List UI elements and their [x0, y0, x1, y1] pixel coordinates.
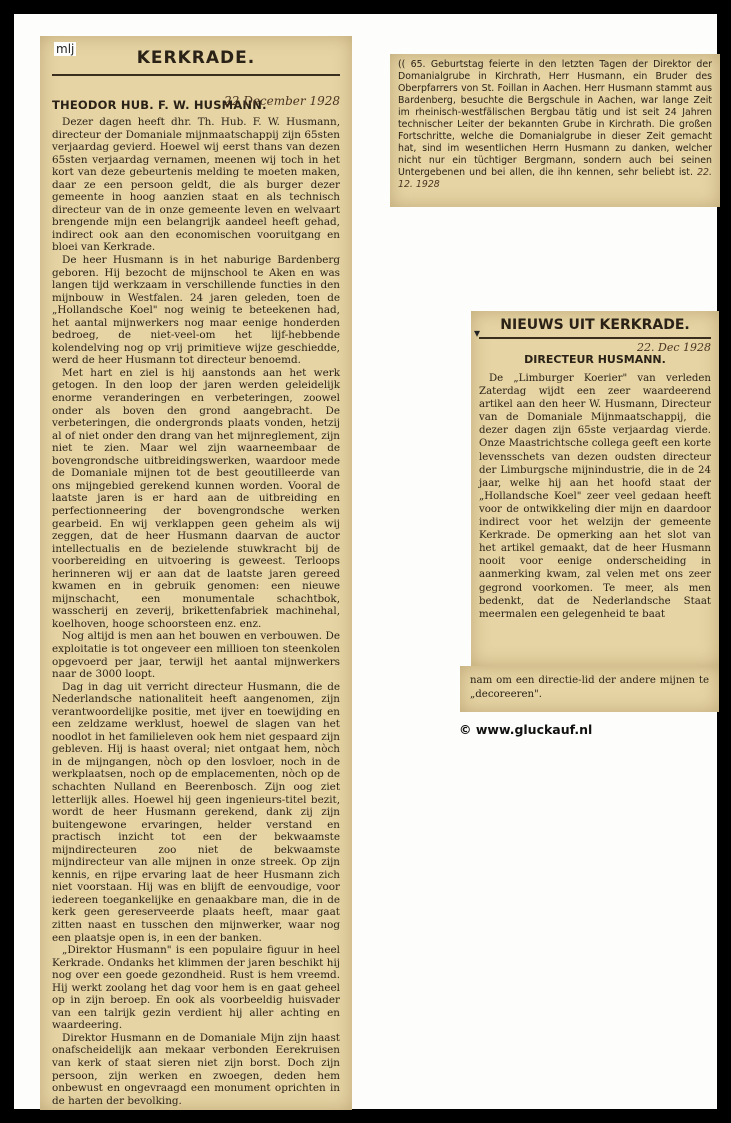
clipping-continuation — [460, 666, 719, 712]
handwritten-date: 22. Dec 1928 — [637, 341, 711, 354]
article-paragraph: Dezer dagen heeft dhr. Th. Hub. F. W. Husmann, directeur der Domaniale mijnmaatschappij zijn 65sten verjaardag gevierd. Hoewel wij eerst thans van dezen 65sten verjaardag vernamen, meenen wij toch in het kort van deze gebeurtenis melding te moeten maken, daar ze een persoon geldt, die als burger dezer gemeente in hoog aanzien staat en als technisch directeur van de in onze gemeente leven en welvaart brengende mijn een belangrijk aandeel heeft gehad, indirect ook aan den economischen vooruitgang en bloei van Kerkrade. — [52, 116, 340, 254]
article-paragraph: Direktor Husmann en de Domaniale Mijn zijn haast onafscheidelijk aan mekaar verbonden Eerekruisen van kerk of staat sieren niet zijn borst. Doch zijn persoon, zijn werken en zwoegen, deden hem onbewust en ongevraagd een monument oprichten in de harten der bevolking. — [52, 1031, 340, 1107]
clipping-masthead: KERKRADE. — [136, 48, 256, 68]
article-subheadline: DIRECTEUR HUSMANN. — [524, 353, 666, 366]
masthead-rule — [479, 337, 711, 339]
clipping-kerkrade-article — [40, 36, 352, 1110]
clipping-masthead: NIEUWS UIT KERKRADE. — [500, 317, 690, 333]
article-paragraph: De heer Husmann is in het naburige Bardenberg geboren. Hij bezocht de mijnschool te Aken en was langen tijd werkzaam in verschillende functies in den mijnbouw in Westfalen. 24 jaren geleden, toen de „Hollandsche Koel" nog weinig te beteekenen had, het aantal mijnwerkers nog maar eenige honderden bedroeg, de niet-veel-om het lijf-hebbende kolendelving nog op vrij primitieve wijze geschiedde, werd de heer Husmann tot directeur benoemd. — [52, 254, 340, 367]
german-notice-body — [398, 59, 712, 191]
article-paragraph: Nog altijd is men aan het bouwen en verbouwen. De exploitatie is tot ongeveer een millioen ton steenkolen opgevoerd per jaar, terwijl het aantal mijnwerkers naar de 3000 loopt. — [52, 630, 340, 681]
pin-icon: ▾ — [474, 326, 481, 340]
clipping-german-notice — [390, 54, 720, 207]
article-headline: THEODOR HUB. F. W. HUSMANN. — [52, 98, 267, 112]
article-paragraph: „Direktor Husmann" is een populaire figuur in heel Kerkrade. Ondanks het klimmen der jaren beschikt hij nog over een goede gezondheid. Rust is hem vreemd. Hij werkt zoolang het dag voor hem is en gaat geheel op in zijn beroep. En ook als voorbeeldig huisvader van een talrijk gezin verdient hij aller achting en waardeering. — [52, 944, 340, 1032]
article-body — [52, 116, 340, 1107]
article-paragraph: Dag in dag uit verricht directeur Husmann, die de Nederlandsche nationaliteit heeft aangenomen, zijn verantwoordelijke positie, met ijver en toewijding en een zeldzame werklust, hoewel de slagen van het noodlot in het familieleven ook hem niet gespaard zijn gebleven. Hij is haast overal; niet ontgaat hem, nòch in de mijngangen, nòch op den losvloer, noch in de werkplaatsen, noch op de emplacementen, nòch op de schachten Nulland en Beerenbosch. Zijn oog ziet letterlijk alles. Hoewel hij geen ingenieurs-titel bezit, wordt de heer Husmann gerekend, dank zij zijn buitengewone ervaringen, helder verstand en practisch inzicht tot een der bekwaamste mijndirecteuren zoo niet de bekwaamste mijndirecteur van alle mijnen in onze streek. Op zijn kennis, en rijpe ervaring laat de heer Husmann zich niet voorstaan. Hij was en blijft de eenvoudige, voor iedereen toegankelijke en genaakbare man, die in de kerk geen gereserveerde plaats heeft, maar gaat zitten naast en tusschen den mijnwerker, waar nog een plaatsje open is, in een der banken. — [52, 680, 340, 944]
article-paragraph: Met hart en ziel is hij aanstonds aan het werk getogen. In den loop der jaren werden geleidelijk enorme veranderingen en verbeteringen, zoowel onder als boven den grond aangebracht. De verbeteringen, die ondergronds plaats vonden, hetzij al of niet onder den drang van het mijnreglement, zijn niet te zien. Maar wel zijn waarneembaar de bovengrondsche uitbreidingswerken, waardoor mede de Domaniale mijnen tot de best geoutilleerde van ons mijngebied gerekend kunnen worden. Vooral de laatste jaren is er hard aan de uitbreiding en perfectionneering der bovengrondsche werken gearbeid. En wij verklappen geen geheim als wij zeggen, dat de heer Husmann daarvan de auctor intellectualis en de bezielende stuwkracht bij de voorbereiding en uitvoering is geweest. Terloops herinneren wij er aan dat de laatste jaren gereed kwamen en in gebruik genomen: een nieuwe mijnschacht, een monumentale schachtbok, wasscherij en zeverij, brikettenfabriek machinehal, koelhoven, hooge schoorsteen enz. enz. — [52, 366, 340, 630]
handwritten-date: 22 December 1928 — [224, 94, 340, 108]
german-notice-text: (( 65. Geburtstag feierte in den letzten Tagen der Direktor der Domanialgrube in Kirchrath, Herr Husmann, ein Bruder des Oberpfarrers von St. Foillan in Aachen. Herr Husmann stammt aus Bardenberg, besuchte die Bergschule in Aachen, war lange Zeit im rheinisch-westfälischen Bergbau tätig und ist seit 24 Jahren technischer Leiter der bekannten Grube in Kirchrath. Die großen Fortschritte, welche die Domanialgrube in dieser Zeit gemacht hat, sind im wesentlichen Herrn Husmann zu danken, welcher nicht nur ein tüchtiger Bergmann, sondern auch bei seinen Untergebenen und bei allen, die ihn kennen, sehr beliebt ist. — [398, 59, 712, 178]
article-paragraph: De „Limburger Koerier" van verleden Zaterdag wijdt een zeer waardeerend artikel aan den heer W. Husmann, Directeur van de Domaniale Mijnmaatschappij, die dezer dagen zijn 65ste verjaardag vierde. Onze Maastrichtsche collega geeft een korte levensschets van dezen oudsten directeur der Limburgsche mijnindustrie, die in de 24 jaar, welke hij aan het hoofd staat der „Hollandsche Koel" zeer veel gedaan heeft voor de ontwikkeling dier mijn en daardoor indirect voor het welzijn der gemeente Kerkrade. De opmerking aan het slot van het artikel gemaakt, dat de heer Husmann nooit voor eenige onderscheiding in aanmerking kwam, zal velen met ons zeer gegrond voorkomen. Te meer, als men bedenkt, dat de Nederlandsche Staat meermalen een gelegenheid te baat — [479, 373, 711, 620]
article-body — [479, 372, 711, 621]
copyright-link[interactable]: © www.gluckauf.nl — [459, 722, 593, 737]
masthead-rule — [52, 74, 340, 76]
archive-sheet — [14, 14, 717, 1109]
continuation-text: nam om een directie-lid der andere mijnen te „decoreeren". — [470, 675, 709, 700]
handwritten-date: 22. 12. 1928 — [398, 167, 712, 190]
archive-initials: mlj — [56, 42, 75, 56]
clipping-nieuws-uit-kerkrade — [471, 311, 719, 666]
